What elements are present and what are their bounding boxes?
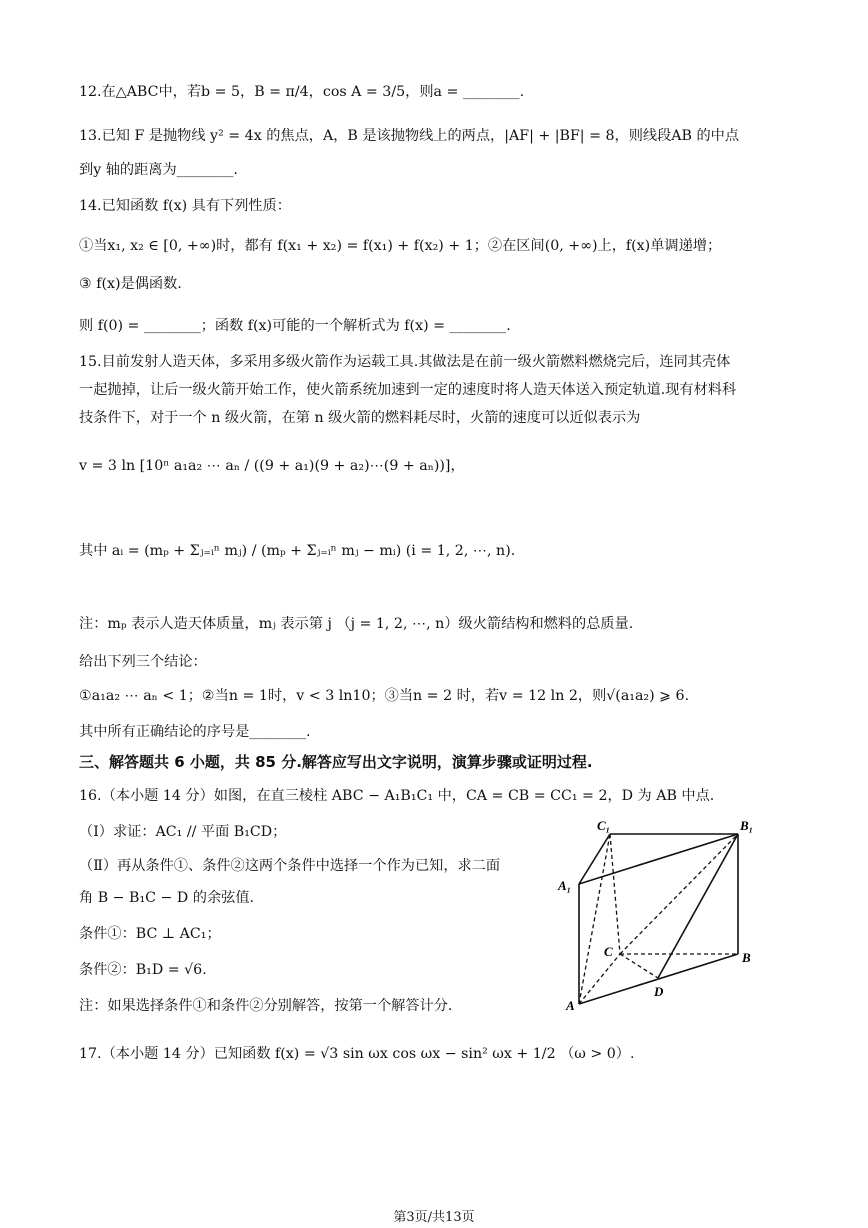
label-A: A bbox=[566, 998, 575, 1013]
problem-16-part2-line2: 角 B − B₁C − D 的余弦值. bbox=[79, 890, 255, 906]
label-B1: B₁ bbox=[740, 818, 754, 833]
edge-C-D bbox=[620, 954, 658, 978]
rocket-velocity-formula: v = 3 ln [10ⁿ a₁a₂ ⋯ aₙ / ((9 + a₁)(9 + a₂)⋯(9 + aₙ))]， bbox=[79, 458, 465, 474]
section-heading: 三、解答题共 6 小题，共 85 分.解答应写出文字说明，演算步骤或证明过程. bbox=[79, 753, 593, 771]
problem-17-stem: 17.（本小题 14 分）已知函数 f(x) = √3 sin ωx cos ωx − sin² ωx + 1/2 （ω > 0）. bbox=[79, 1046, 635, 1062]
problem-15-note: 注：mₚ 表示人造天体质量，mⱼ 表示第 j （j = 1, 2, ⋯, n）级火箭结构和燃料的总质量. bbox=[79, 616, 634, 632]
problem-12: 12.在△ABC中，若b = 5，B = π/4，cos A = 3/5，则a = ________. bbox=[79, 84, 525, 100]
problem-14-property-3: ③ f(x)是偶函数. bbox=[79, 276, 182, 292]
problem-16-part2-line1: （Ⅱ）再从条件①、条件②这两个条件中选择一个作为已知，求二面 bbox=[79, 858, 501, 874]
problem-16-note: 注：如果选择条件①和条件②分别解答，按第一个解答计分. bbox=[79, 998, 453, 1014]
label-D: D bbox=[654, 984, 664, 999]
problem-16-condition-2: 条件②：B₁D = √6. bbox=[79, 962, 207, 978]
label-A1: A₁ bbox=[558, 878, 572, 893]
page-footer: 第3页/共13页 bbox=[393, 1210, 475, 1225]
problem-13-line1: 13.已知 F 是抛物线 y² = 4x 的焦点，A，B 是该抛物线上的两点，|AF| + |BF| = 8，则线段AB 的中点 bbox=[79, 128, 740, 144]
problem-16-stem: 16.（本小题 14 分）如图，在直三棱柱 ABC − A₁B₁C₁ 中，CA = CB = CC₁ = 2，D 为 AB 中点. bbox=[79, 788, 715, 804]
label-C: C bbox=[604, 944, 613, 959]
label-C1: C₁ bbox=[597, 818, 611, 833]
problem-14-property-1-2: ①当x₁, x₂ ∈ [0, +∞)时，都有 f(x₁ + x₂) = f(x₁) + f(x₂) + 1；②在区间(0, +∞)上，f(x)单调递增； bbox=[79, 238, 722, 254]
problem-13-line2: 到y 轴的距离为________. bbox=[79, 162, 238, 178]
problem-16-condition-1: 条件①：BC ⊥ AC₁； bbox=[79, 926, 221, 942]
ai-definition-formula: 其中 aᵢ = (mₚ + Σⱼ₌ᵢⁿ mⱼ) / (mₚ + Σⱼ₌ᵢⁿ mⱼ − mᵢ) (i = 1, 2, ⋯, n). bbox=[79, 543, 516, 559]
label-B: B bbox=[742, 950, 751, 965]
problem-15-line3: 技条件下，对于一个 n 级火箭，在第 n 级火箭的燃料耗尽时，火箭的速度可以近似表示为 bbox=[79, 410, 641, 426]
edge-A-C bbox=[579, 954, 620, 1004]
problem-15-conclusions-intro: 给出下列三个结论： bbox=[79, 654, 207, 670]
problem-14-stem: 14.已知函数 f(x) 具有下列性质： bbox=[79, 198, 291, 214]
problem-15-conclusions: ①a₁a₂ ⋯ aₙ < 1；②当n = 1时，v < 3 ln10；③当n = 2 时，若v = 12 ln 2，则√(a₁a₂) ⩾ 6. bbox=[79, 688, 690, 704]
problem-15-question: 其中所有正确结论的序号是________. bbox=[79, 724, 311, 740]
problem-16-part1: （Ⅰ）求证：AC₁ // 平面 B₁CD； bbox=[79, 824, 287, 840]
problem-15-line2: 一起抛掉，让后一级火箭开始工作，使火箭系统加速到一定的速度时将人造天体送入预定轨道.现有材料科 bbox=[79, 382, 737, 398]
problem-14-question: 则 f(0) = ________；函数 f(x)可能的一个解析式为 f(x) = ________. bbox=[79, 318, 511, 334]
prism-figure bbox=[552, 814, 767, 1014]
problem-15-line1: 15.目前发射人造天体，多采用多级火箭作为运载工具.其做法是在前一级火箭燃料燃烧完后，连同其壳体 bbox=[79, 354, 731, 370]
edge-C-C1 bbox=[610, 834, 620, 954]
